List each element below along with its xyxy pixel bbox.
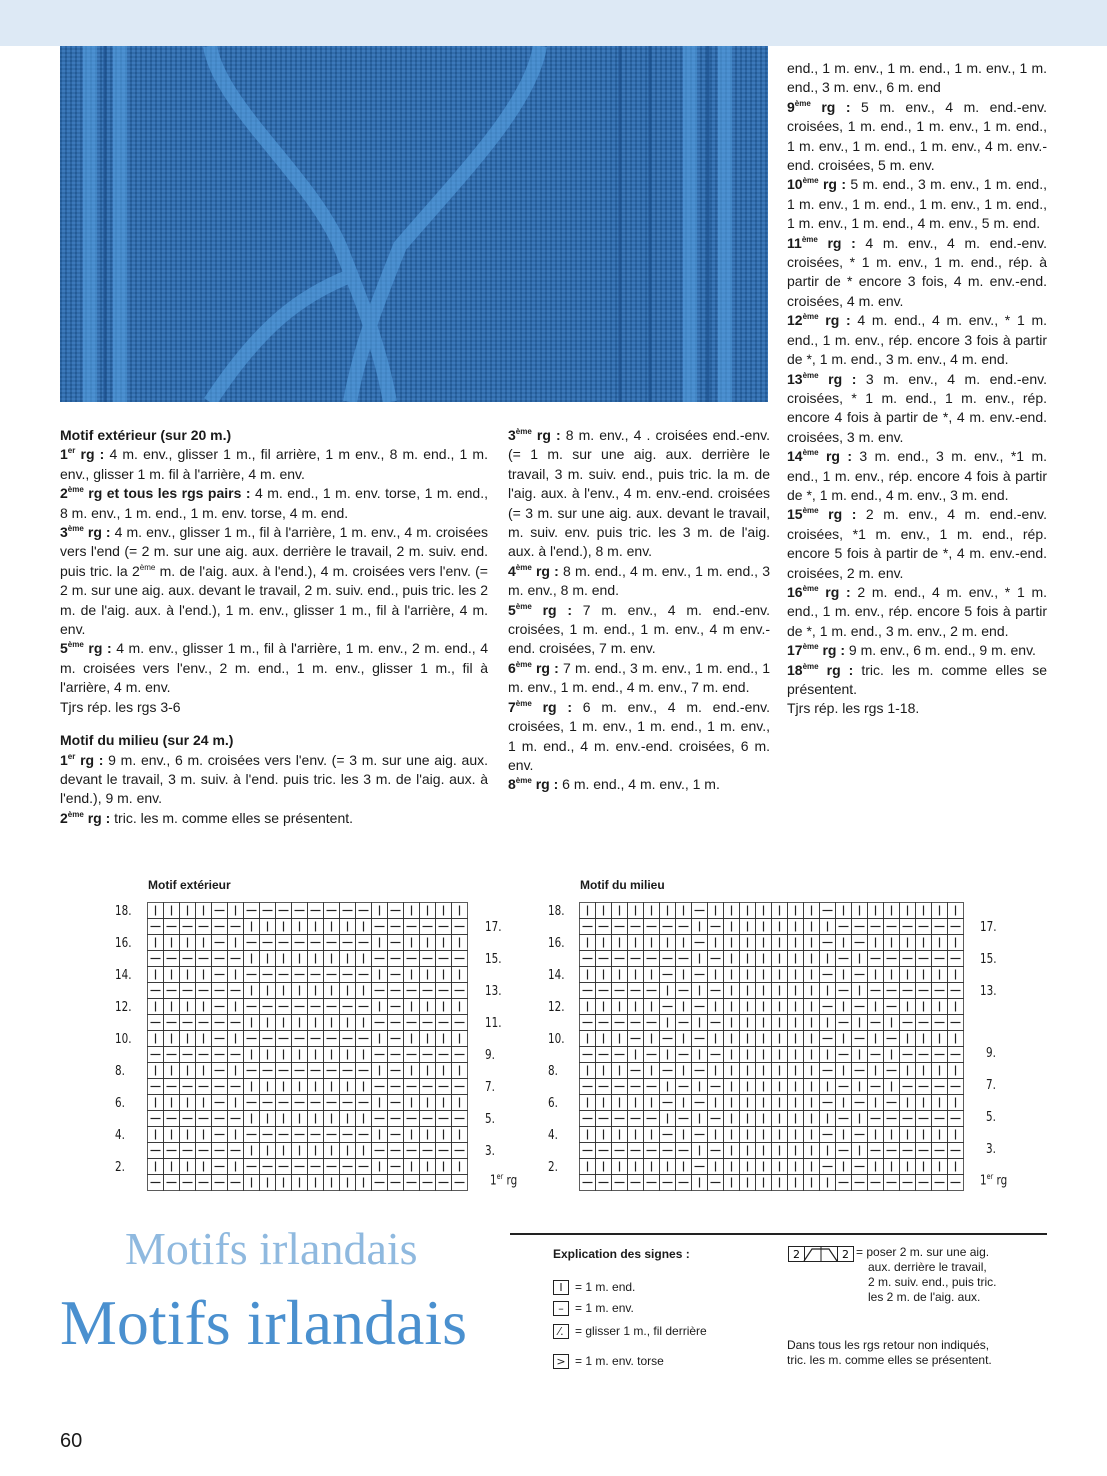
chart-milieu-left-row-label: 12. [548, 1000, 565, 1015]
chart-exterieur-title: Motif extérieur [148, 878, 231, 892]
chart-milieu-left-row-label: 10. [548, 1032, 565, 1047]
row-number: 3 [508, 427, 516, 443]
row-label: rg : [818, 312, 851, 329]
row-suffix: ème [802, 176, 819, 186]
chart-milieu-right-row-label: 15. [980, 952, 997, 967]
row-suffix: er [67, 751, 76, 761]
row-number: 15 [787, 506, 803, 523]
legend-text: 2 m. suiv. end., puis tric. [868, 1275, 997, 1289]
legend-title: Explication des signes : [553, 1247, 690, 1261]
chart-exterieur-right-row-label: 13. [485, 984, 502, 999]
chart-exterieur-first-row-label [490, 1172, 517, 1188]
chart-milieu-title: Motif du milieu [580, 878, 665, 892]
row-text: 5 m. end., 3 m. env., 1 m. end., 1 m. env., 1 m. end., 1 m. env., 1 m. end., 1 m. env., 1 m. end., 4 m. env., 5 m. end. [787, 176, 1047, 232]
row-text: 6 m. env., 4 m. end.-env. croisées, 1 m. env., 1 m. end., 1 m. env., 1 m. end., 4 m. env.-end. croisées, 6 m. env. [508, 698, 770, 773]
row-text: 2 m. env., 4 m. end.-env. croisées, *1 m. env., 1 m. end., rép. encore 5 fois à partir de *, 4 m. env.-end. croisées, 2 m. env. [787, 506, 1047, 581]
chart-exterieur-left-row-label: 16. [115, 936, 132, 951]
chart-exterieur-right-row-label: 11. [485, 1016, 502, 1031]
row-suffix: ème [515, 698, 532, 708]
row-suffix: ème [802, 506, 819, 516]
row-label: rg : [818, 176, 847, 193]
row-label: rg : [817, 234, 856, 251]
row-suffix: ème [801, 234, 818, 244]
chart-milieu-right-row-label: 7. [986, 1078, 996, 1093]
row-label: rg : [818, 642, 846, 659]
row-suffix: ème [802, 312, 819, 322]
row-suffix: ème [802, 583, 819, 593]
row-number: 9 [787, 98, 795, 115]
row-label: rg : [818, 583, 851, 600]
chart-milieu-left-row-label: 16. [548, 936, 565, 951]
instruction-row [508, 562, 770, 601]
row-label: rg : [818, 661, 854, 678]
instruction-row [787, 234, 1047, 312]
instruction-row [508, 698, 770, 776]
row-text: 7 m. end., 3 m. env., 1 m. end., 1 m. env., 1 m. end., 4 m. env., 7 m. end. [508, 659, 770, 696]
instruction-row [60, 809, 488, 828]
repeat-note: Tjrs rép. les rgs 3-6 [60, 698, 181, 715]
chart-milieu-left-row-label: 2. [548, 1160, 558, 1175]
chart-milieu-right-row-label: 9. [986, 1046, 996, 1061]
row-text: tric. les m. comme elles se présentent. [787, 661, 1047, 697]
legend-text: = 1 m. env. [575, 1301, 634, 1315]
legend-text: Dans tous les rgs retour non indiqués, [787, 1338, 990, 1352]
legend-note [787, 1338, 992, 1368]
row-suffix: er [67, 446, 76, 456]
chart-exterieur-left-row-label: 14. [115, 968, 132, 983]
legend-text: les 2 m. de l'aig. aux. [868, 1290, 981, 1304]
row-text: 6 m. end., 4 m. env., 1 m. [558, 776, 720, 793]
row-number: 5 [60, 640, 68, 657]
svg-text:2: 2 [793, 1248, 800, 1261]
row-text: 4 m. env., 4 m. end.-env. croisées, * 1 m. env., 1 m. end., rép. à partir de * encore 3 fois, 4 m. env.-end. croisées, 4 m. env. [787, 234, 1047, 309]
chart-exterieur-left-row-label: 2. [115, 1160, 125, 1175]
row-number: 18 [787, 661, 803, 678]
row-text: 5 m. env., 4 m. end.-env. croisées, 1 m. end., 1 m. env., 1 m. end., 1 m. env., 1 m. end., 1 m. env., 4 m. env.-end. croisées, 5 m. env. [787, 98, 1047, 174]
motif-exterieur-title: Motif extérieur (sur 20 m.) [60, 427, 232, 443]
row-number: 10 [787, 176, 803, 193]
legend-text: = 1 m. env. torse [575, 1354, 664, 1368]
chart-milieu-left-row-label: 8. [548, 1064, 558, 1079]
instruction-row [508, 601, 770, 659]
row-label: rg : [531, 659, 559, 676]
row-number: 4 [508, 562, 516, 579]
row-suffix: ème [802, 642, 819, 652]
chart-exterieur-left-row-label: 4. [115, 1128, 125, 1143]
chart-exterieur-left-row-label: 10. [115, 1032, 132, 1047]
row-text: 4 m. end., 4 m. env., * 1 m. end., 1 m. env., rép. encore 3 fois à partir de *, 1 m. end., 3 m. env., 4 m. end. [787, 312, 1047, 368]
chart-milieu-right-row-label: 5. [986, 1110, 996, 1125]
row-number: 12 [787, 312, 803, 329]
legend-text: tric. les m. comme elles se présentent. [787, 1353, 992, 1367]
row-text: 4 m. env., glisser 1 m., fil à l'arrière, 1 m. env., 4 m. croisées vers l'end (= 2 m. sur une aig. aux. derrière le travail, 2 m. suiv. end. puis tric. la 2 [60, 524, 488, 579]
row-label: rg : [531, 601, 573, 618]
instruction-row [508, 659, 770, 698]
chart-exterieur-grid [147, 902, 471, 1192]
row-label: rg : [818, 506, 857, 523]
row-text: 4 m. end., 1 m. env. torse, 1 m. end., 8 m. env., 1 m. end., 1 m. env. torse, 4 m. end. [60, 485, 488, 521]
chart-exterieur-left-row-label: 12. [115, 1000, 132, 1015]
row-number: 7 [508, 698, 516, 715]
row-label: rg : [818, 448, 853, 465]
row-suffix: er [496, 1172, 504, 1181]
knit-sample-photo [60, 46, 768, 402]
row-text: 9 m. env., 6 m. end., 9 m. env. [845, 642, 1036, 659]
legend-item-slip [553, 1324, 707, 1339]
row-number: 8 [508, 776, 516, 793]
instruction-row [787, 505, 1047, 583]
legend-text: = 1 m. end. [575, 1280, 636, 1294]
legend-text: = glisser 1 m., fil derrière [575, 1324, 707, 1338]
row-text: 9 m. env., 6 m. croisées vers l'env. (= 3 m. sur une aig. aux. devant le travail, 3 m. suiv. à l'end. puis tric. les 3 m. de l'aig. aux. à l'end.), 9 m. env. [60, 751, 488, 807]
row-text: tric. les m. comme elles se présentent. [110, 809, 354, 826]
chart-milieu-left-row-label: 18. [548, 904, 565, 919]
row-text: 3 m. env., 4 m. end.-env. croisées, * 1 m. end., 1 m. env., rép. encore 4 fois à partir de *, 4 m. env.-end. croisées, 3 m. env. [787, 370, 1047, 445]
row-number: 2 [60, 809, 68, 826]
row-number: 5 [508, 601, 516, 618]
chart-exterieur-right-row-label: 3. [485, 1144, 495, 1159]
instruction-row [60, 751, 488, 809]
row-label: rg : [818, 370, 857, 387]
row-number: 14 [787, 448, 803, 465]
instruction-row [787, 641, 1047, 660]
instruction-row [60, 639, 488, 697]
row-suffix: ème [794, 98, 811, 108]
row-number: 1 [490, 1173, 497, 1189]
legend-item-twisted [553, 1354, 664, 1369]
chart-exterieur-left-row-label: 18. [115, 904, 132, 919]
instruction-row [787, 311, 1047, 369]
instruction-row [508, 775, 770, 794]
row-label: rg : [83, 640, 112, 657]
chart-milieu-right-row-label: 17. [980, 920, 997, 935]
row-text: 7 m. env., 4 m. end.-env. croisées, 1 m. end., 1 m. env., 4 m env.-end. croisées, 7 m. env. [508, 601, 770, 657]
row-suffix: ème [515, 562, 532, 572]
top-band [0, 0, 1107, 46]
row-label: rg : [810, 98, 851, 115]
chart-exterieur-left-row-label: 8. [115, 1064, 125, 1079]
chart-milieu-grid [579, 902, 967, 1192]
chart-exterieur-left-row-label: 6. [115, 1096, 125, 1111]
legend-text: = poser 2 m. sur une aig. [856, 1245, 990, 1259]
page-number: 60 [60, 1430, 83, 1452]
motif-milieu-title: Motif du milieu (sur 24 m.) [60, 732, 234, 749]
row-text: m. de l'aig. aux. à l'end.), 4 m. croisées vers l'env. (= 2 m. sur une aig. aux. devant le travail, 2 m. suiv. end., puis tric. les 2 m. de l'aig. aux. à l'end.), 1 m. env., glisser 1 m., fil à l'arrière, 4 m. env. [60, 562, 488, 638]
row-suffix: ème [67, 485, 84, 495]
row-label: rg : [531, 427, 561, 443]
row-suffix: ème [67, 640, 84, 650]
chart-milieu-left-row-label: 4. [548, 1128, 558, 1143]
row-suffix: ème [515, 776, 532, 786]
row-suffix: ème [802, 661, 819, 671]
slip-symbol-icon: ⁄. [553, 1324, 569, 1339]
row-label: rg [503, 1173, 518, 1189]
chart-exterieur-right-row-label: 5. [485, 1112, 495, 1127]
repeat-note: Tjrs rép. les rgs 1-18. [787, 700, 920, 717]
cable-symbol-icon [788, 1246, 854, 1262]
chart-milieu-left-row-label: 6. [548, 1096, 558, 1111]
legend-item-purl [553, 1301, 634, 1316]
chart-exterieur-right-row-label: 7. [485, 1080, 495, 1095]
instruction-row [787, 661, 1047, 700]
knit-symbol-icon: I [553, 1280, 569, 1295]
row-suffix: er [986, 1172, 994, 1181]
row-suffix: ème [802, 370, 819, 380]
row-number: 1 [980, 1173, 987, 1189]
row-text: 4 m. env., glisser 1 m., fil arrière, 1 m env., 8 m. end., 1 m. env., glisser 1 m. fil à l'arrière, 4 m. env. [60, 446, 488, 482]
row-suffix: ème [139, 562, 156, 572]
row-suffix: ème [67, 524, 84, 534]
row-label: rg : [75, 446, 105, 463]
row-label: rg : [531, 562, 559, 579]
section-heading-light: Motifs irlandais [125, 1223, 418, 1274]
purl-symbol-icon: – [553, 1301, 569, 1316]
row-text: 8 m. env., 4 . croisées end.-env. (= 1 m. sur une aig. aux. derrière le travail, 3 m. suiv. end., puis tric. la m. de l'aig. aux. à l'env., 4 m. env.-end. croisées (= 3 m. sur une aig. aux. devant le travail, m. suiv. env. puis tric. les 3 m. de l'aig. aux. à l'end.), 8 m. env. [508, 427, 770, 560]
row-label: rg : [83, 524, 111, 541]
instruction-row [60, 523, 488, 639]
chart-exterieur-right-row-label: 17. [485, 920, 502, 935]
row-number: 6 [508, 659, 516, 676]
row-label: rg : [531, 776, 559, 793]
row-suffix: ème [67, 809, 84, 819]
section-heading-main: Motifs irlandais [60, 1287, 468, 1358]
chart-milieu-right-row-label: 13. [980, 984, 997, 999]
svg-text:2: 2 [842, 1248, 849, 1261]
row-number: 17 [787, 642, 803, 659]
legend-item-knit [553, 1280, 635, 1295]
row-label: rg : [83, 809, 111, 826]
row-number: 1 [60, 446, 68, 463]
row-suffix: ème [515, 601, 532, 611]
instruction-row [60, 484, 488, 523]
row-text: 4 m. env., glisser 1 m., fil à l'arrière, 1 m. env., 2 m. end., 4 m. croisées vers l'env., 2 m. end., 1 m. env., glisser 1 m., fil à l'arrière, 4 m. env. [60, 640, 488, 696]
legend-divider [510, 1233, 1047, 1235]
row-number: 11 [787, 234, 802, 251]
chart-exterieur-right-row-label: 15. [485, 952, 502, 967]
cable-texture [60, 46, 768, 402]
twisted-symbol-icon: > [553, 1354, 569, 1369]
instruction-row [787, 370, 1047, 448]
text-column-1 [60, 426, 488, 828]
row-continuation: end., 1 m. env., 1 m. end., 1 m. env., 1 m. end., 3 m. env., 6 m. end [787, 60, 1047, 96]
instruction-row [787, 98, 1047, 176]
instruction-row [787, 583, 1047, 641]
chart-exterieur-right-row-label: 9. [485, 1048, 495, 1063]
instruction-row [508, 426, 770, 562]
chart-milieu-left-row-label: 14. [548, 968, 565, 983]
legend-cable-text [856, 1245, 997, 1305]
row-text: 8 m. end., 4 m. env., 1 m. end., 3 m. env., 8 m. end. [508, 562, 770, 599]
legend-text: aux. derrière le travail, [868, 1260, 987, 1274]
row-number: 16 [787, 583, 803, 600]
instruction-row [60, 445, 488, 484]
row-label: rg et tous les rgs pairs : [83, 485, 251, 502]
row-number: 13 [787, 370, 803, 387]
row-suffix: ème [802, 448, 819, 458]
row-number: 3 [60, 524, 68, 541]
row-label: rg : [75, 751, 104, 768]
row-number: 2 [60, 485, 68, 502]
chart-milieu-right-row-label: 3. [986, 1142, 996, 1157]
row-number: 1 [60, 751, 68, 768]
row-suffix: ème [515, 659, 532, 669]
row-text: 2 m. end., 4 m. env., * 1 m. end., 1 m. env., rép. encore 5 fois à partir de *, 1 m. end., 3 m. env., 2 m. end. [787, 583, 1047, 639]
row-suffix: ème [515, 427, 532, 436]
row-label: rg : [531, 698, 573, 715]
chart-milieu-first-row-label [980, 1172, 1007, 1188]
instruction-row [787, 175, 1047, 233]
row-text: 3 m. end., 3 m. env., *1 m. end., 1 m. env., rép. encore 4 fois à partir de *, 1 m. end., 4 m. env., 3 m. end. [787, 448, 1047, 503]
text-column-3 [787, 59, 1047, 719]
text-column-2 [508, 426, 770, 795]
instruction-row [787, 447, 1047, 505]
row-label: rg [993, 1173, 1008, 1189]
